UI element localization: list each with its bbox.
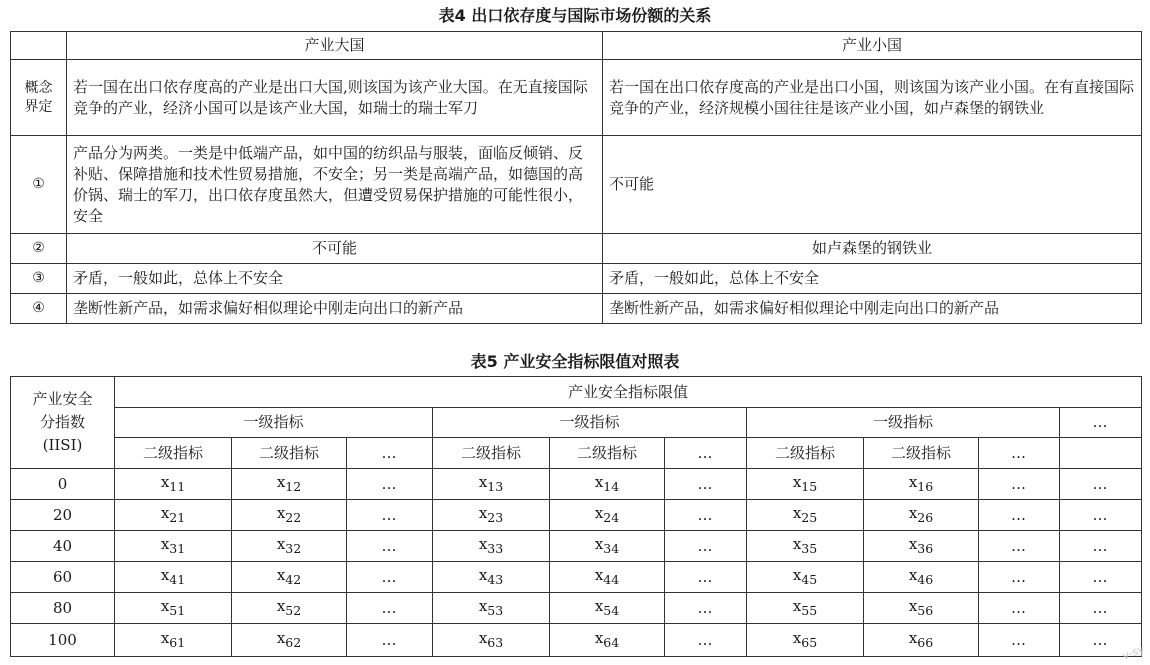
level2-header: 二级指标 <box>232 438 347 469</box>
limit-value-cell <box>232 593 347 624</box>
limit-variable-subscript: 15 <box>801 478 818 494</box>
ellipsis-cell: … <box>665 500 747 531</box>
limit-value-cell <box>232 500 347 531</box>
limit-variable-subscript: 46 <box>917 571 934 587</box>
limit-value-cell <box>115 469 232 500</box>
limit-variable: x <box>276 596 286 615</box>
table-row <box>11 469 1142 500</box>
limit-value-cell <box>232 531 347 562</box>
ellipsis-cell: … <box>1060 562 1142 593</box>
limit-value-cell <box>115 593 232 624</box>
level2-header: 二级指标 <box>864 438 979 469</box>
table4-cell: 垄断性新产品，如需求偏好相似理论中刚走向出口的新产品 <box>67 294 603 324</box>
ellipsis-cell: … <box>979 531 1060 562</box>
limit-value-cell <box>550 500 665 531</box>
table-row <box>11 531 1142 562</box>
limit-variable-subscript: 34 <box>603 540 620 556</box>
ellipsis-cell: … <box>665 593 747 624</box>
table4-row-label: ① <box>11 136 67 234</box>
limit-variable-subscript: 54 <box>603 602 620 618</box>
limit-variable-subscript: 53 <box>487 602 504 618</box>
table-row <box>11 624 1142 657</box>
level1-header: 一级指标 <box>115 408 433 438</box>
limit-variable-subscript: 55 <box>801 602 818 618</box>
limit-variable-subscript: 25 <box>801 509 818 525</box>
iisi-header <box>11 377 115 469</box>
limit-variable: x <box>160 596 170 615</box>
table4-cell: 若一国在出口依存度高的产业是出口大国,则该国为该产业大国。在无直接国际竞争的产业，经济小国可以是该产业大国，如瑞士的瑞士军刀 <box>67 60 603 136</box>
limit-variable-subscript: 31 <box>169 540 186 556</box>
limit-value-cell <box>747 531 864 562</box>
limit-variable: x <box>908 565 918 584</box>
limit-variable: x <box>478 472 488 491</box>
limit-variable: x <box>478 596 488 615</box>
limit-value-cell <box>550 593 665 624</box>
limit-variable: x <box>276 503 286 522</box>
limit-variable: x <box>160 628 170 647</box>
limit-value-cell <box>115 500 232 531</box>
table4-cell: 矛盾，一般如此，总体上不安全 <box>603 264 1142 294</box>
table4-cell: 矛盾，一般如此，总体上不安全 <box>67 264 603 294</box>
table-row <box>11 593 1142 624</box>
level1-header: 一级指标 <box>747 408 1060 438</box>
iisi-value: 60 <box>11 562 115 593</box>
limit-variable-subscript: 33 <box>487 540 504 556</box>
ellipsis-cell: … <box>979 469 1060 500</box>
limit-variable: x <box>160 534 170 553</box>
iisi-value: 80 <box>11 593 115 624</box>
limit-group-header: 产业安全指标限值 <box>115 377 1142 408</box>
limit-variable-subscript: 65 <box>801 634 818 650</box>
iisi-value: 20 <box>11 500 115 531</box>
limit-variable-subscript: 64 <box>603 634 620 650</box>
limit-variable-subscript: 52 <box>285 602 302 618</box>
limit-value-cell <box>433 562 550 593</box>
table4-row-label: ③ <box>11 264 67 294</box>
level2-blank <box>1060 438 1142 469</box>
ellipsis-cell: … <box>665 531 747 562</box>
limit-variable-subscript: 11 <box>169 478 186 494</box>
limit-value-cell <box>433 531 550 562</box>
limit-variable-subscript: 16 <box>917 478 934 494</box>
limit-value-cell <box>115 531 232 562</box>
limit-variable: x <box>792 565 802 584</box>
level2-header: 二级指标 <box>433 438 550 469</box>
level2-ellipsis: … <box>347 438 433 469</box>
ellipsis-cell: … <box>979 593 1060 624</box>
limit-variable: x <box>594 472 604 491</box>
table4-caption: 表4 出口依存度与国际市场份额的关系 <box>438 6 712 25</box>
table4-row-label: ② <box>11 234 67 264</box>
limit-value-cell <box>864 500 979 531</box>
limit-variable: x <box>792 596 802 615</box>
limit-variable: x <box>908 534 918 553</box>
limit-variable-subscript: 21 <box>169 509 186 525</box>
limit-value-cell <box>232 624 347 657</box>
limit-variable: x <box>160 565 170 584</box>
table5 <box>10 376 1142 657</box>
limit-variable-subscript: 56 <box>917 602 934 618</box>
limit-value-cell <box>433 624 550 657</box>
limit-value-cell <box>864 593 979 624</box>
limit-variable: x <box>594 503 604 522</box>
limit-variable: x <box>908 596 918 615</box>
limit-variable: x <box>478 565 488 584</box>
ellipsis-cell: … <box>979 500 1060 531</box>
ellipsis-cell: … <box>1060 624 1142 657</box>
ellipsis-cell: … <box>665 624 747 657</box>
limit-value-cell <box>747 624 864 657</box>
limit-variable-subscript: 63 <box>487 634 504 650</box>
limit-value-cell <box>864 624 979 657</box>
ellipsis-cell: … <box>347 469 433 500</box>
limit-value-cell <box>232 562 347 593</box>
limit-variable-subscript: 36 <box>917 540 934 556</box>
limit-variable: x <box>792 534 802 553</box>
table-row <box>11 500 1142 531</box>
level1-header: 一级指标 <box>433 408 747 438</box>
limit-variable: x <box>160 472 170 491</box>
limit-variable: x <box>908 503 918 522</box>
limit-variable: x <box>478 534 488 553</box>
table4-col-small: 产业小国 <box>603 32 1142 60</box>
limit-variable: x <box>478 628 488 647</box>
limit-value-cell <box>550 562 665 593</box>
ellipsis-cell: … <box>1060 531 1142 562</box>
table4-cell: 若一国在出口依存度高的产业是出口小国，则该国为该产业小国。在有直接国际竞争的产业，经济规模小国往往是该产业小国，如卢森堡的钢铁业 <box>603 60 1142 136</box>
table4-cell: 垄断性新产品，如需求偏好相似理论中刚走向出口的新产品 <box>603 294 1142 324</box>
table5-caption: 表5 产业安全指标限值对照表 <box>470 352 680 371</box>
level2-ellipsis: … <box>665 438 747 469</box>
limit-variable: x <box>276 534 286 553</box>
limit-variable-subscript: 32 <box>285 540 302 556</box>
limit-variable-subscript: 44 <box>603 571 620 587</box>
limit-value-cell <box>550 531 665 562</box>
ellipsis-cell: … <box>347 624 433 657</box>
limit-variable: x <box>594 565 604 584</box>
limit-variable: x <box>792 472 802 491</box>
limit-variable: x <box>908 472 918 491</box>
limit-value-cell <box>550 469 665 500</box>
limit-variable: x <box>478 503 488 522</box>
limit-variable: x <box>276 565 286 584</box>
iisi-value: 100 <box>11 624 115 657</box>
limit-value-cell <box>115 562 232 593</box>
limit-variable-subscript: 66 <box>917 634 934 650</box>
table4 <box>10 31 1142 324</box>
table4-cell: 如卢森堡的钢铁业 <box>603 234 1142 264</box>
ellipsis-cell: … <box>347 500 433 531</box>
table4-col-large: 产业大国 <box>67 32 603 60</box>
limit-variable: x <box>594 628 604 647</box>
table5-body <box>11 469 1142 657</box>
limit-variable-subscript: 13 <box>487 478 504 494</box>
table4-cell: 产品分为两类。一类是中低端产品，如中国的纺织品与服装，面临反倾销、反补贴、保障措施和技术性贸易措施，不安全；另一类是高端产品，如德国的高价锅、瑞士的军刀，出口依存度虽然大，但遭受贸易保护措施的可能性很小，安全 <box>67 136 603 234</box>
limit-value-cell <box>747 593 864 624</box>
limit-value-cell <box>433 593 550 624</box>
table4-cell: 不可能 <box>603 136 1142 234</box>
limit-value-cell <box>433 500 550 531</box>
table4-cell: 不可能 <box>67 234 603 264</box>
watermark: v-sy <box>1120 642 1146 663</box>
limit-value-cell <box>433 469 550 500</box>
limit-variable: x <box>594 596 604 615</box>
ellipsis-cell: … <box>347 562 433 593</box>
limit-variable: x <box>276 472 286 491</box>
limit-variable-subscript: 12 <box>285 478 302 494</box>
limit-variable-subscript: 24 <box>603 509 620 525</box>
limit-variable: x <box>160 503 170 522</box>
table4-corner <box>11 32 67 60</box>
ellipsis-cell: … <box>665 562 747 593</box>
limit-value-cell <box>747 469 864 500</box>
ellipsis-cell: … <box>347 531 433 562</box>
iisi-value: 40 <box>11 531 115 562</box>
limit-variable: x <box>792 503 802 522</box>
limit-variable: x <box>594 534 604 553</box>
limit-variable-subscript: 35 <box>801 540 818 556</box>
limit-value-cell <box>864 562 979 593</box>
table4-row-label: 概念界定 <box>11 60 67 136</box>
limit-value-cell <box>864 469 979 500</box>
level2-header: 二级指标 <box>550 438 665 469</box>
limit-variable-subscript: 14 <box>603 478 620 494</box>
limit-variable: x <box>908 628 918 647</box>
limit-variable-subscript: 43 <box>487 571 504 587</box>
limit-value-cell <box>115 624 232 657</box>
ellipsis-cell: … <box>979 562 1060 593</box>
limit-value-cell <box>232 469 347 500</box>
limit-variable-subscript: 51 <box>169 602 186 618</box>
limit-value-cell <box>747 500 864 531</box>
limit-variable-subscript: 61 <box>169 634 186 650</box>
limit-variable-subscript: 26 <box>917 509 934 525</box>
limit-variable: x <box>276 628 286 647</box>
limit-variable-subscript: 41 <box>169 571 186 587</box>
ellipsis-cell: … <box>979 624 1060 657</box>
limit-value-cell <box>864 531 979 562</box>
limit-variable-subscript: 42 <box>285 571 302 587</box>
limit-variable: x <box>792 628 802 647</box>
iisi-header-line: (IISI) <box>42 436 83 454</box>
limit-variable-subscript: 45 <box>801 571 818 587</box>
limit-value-cell <box>550 624 665 657</box>
limit-variable-subscript: 23 <box>487 509 504 525</box>
level2-header: 二级指标 <box>115 438 232 469</box>
level2-ellipsis: … <box>979 438 1060 469</box>
ellipsis-cell: … <box>665 469 747 500</box>
level1-ellipsis: … <box>1060 408 1142 438</box>
limit-variable-subscript: 22 <box>285 509 302 525</box>
table-row <box>11 562 1142 593</box>
iisi-value: 0 <box>11 469 115 500</box>
table4-row-label: ④ <box>11 294 67 324</box>
ellipsis-cell: … <box>1060 469 1142 500</box>
ellipsis-cell: … <box>347 593 433 624</box>
level2-header: 二级指标 <box>747 438 864 469</box>
ellipsis-cell: … <box>1060 500 1142 531</box>
limit-variable-subscript: 62 <box>285 634 302 650</box>
iisi-header-line: 分指数 <box>39 413 85 431</box>
ellipsis-cell: … <box>1060 593 1142 624</box>
iisi-header-line: 产业安全 <box>32 390 93 408</box>
limit-value-cell <box>747 562 864 593</box>
